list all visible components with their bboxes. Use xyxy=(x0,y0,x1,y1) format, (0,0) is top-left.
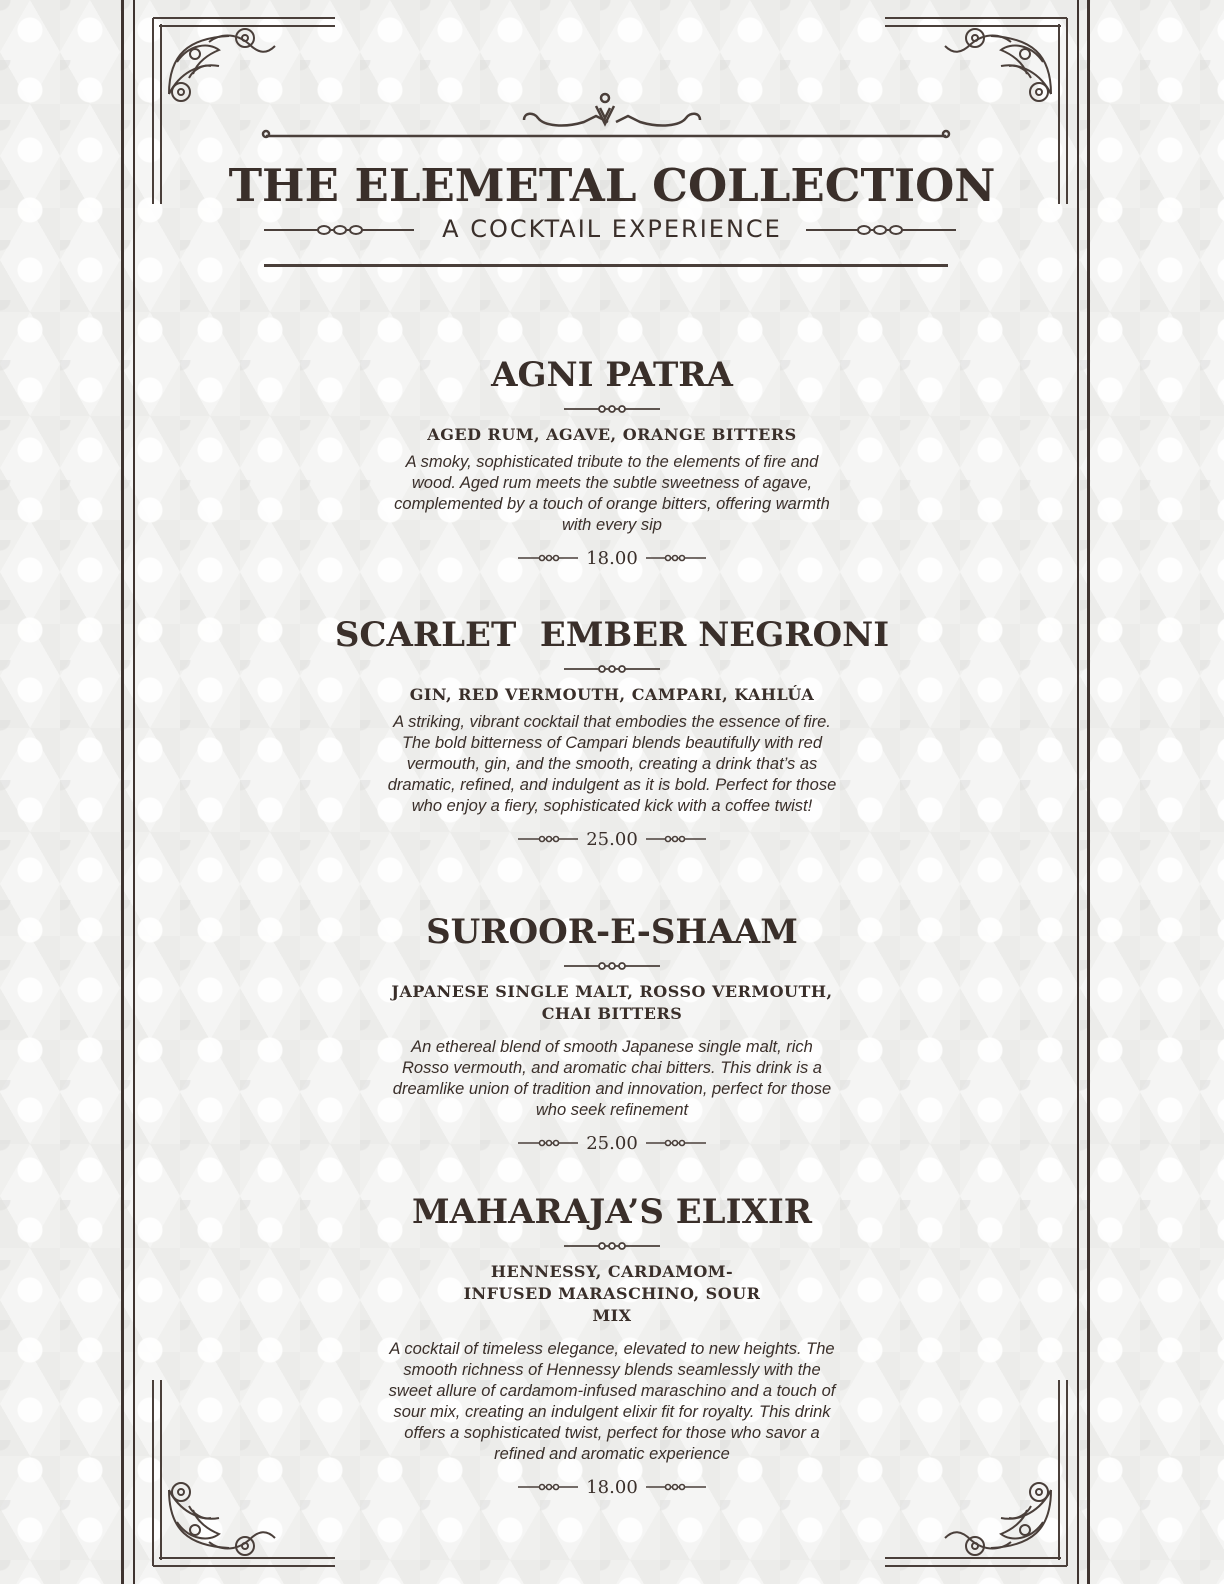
page-title: THE ELEMETAL COLLECTION xyxy=(228,159,996,212)
price-row xyxy=(124,1131,1100,1155)
item-price: 25.00 xyxy=(586,828,638,850)
item-price: 25.00 xyxy=(586,1132,638,1154)
price-left-ornament xyxy=(518,834,578,844)
item-divider-ornament xyxy=(564,664,660,674)
item-price: 18.00 xyxy=(586,1476,638,1498)
subtitle-right-ornament xyxy=(796,220,956,240)
item-description: A cocktail of timeless elegance, elevated to new heights. The smooth richness of Hennessy blends seamlessly with the sweet allure of cardamom-infused maraschino and a touch of sour mix, creating an indulgent elixir fit for royalty. This drink offers a sophisticated twist, perfect for those who savor a refined and aromatic experience xyxy=(388,1340,836,1463)
menu-item xyxy=(124,911,1100,1155)
price-right-ornament xyxy=(646,1138,706,1148)
menu-page xyxy=(124,0,1100,1584)
item-ingredients: AGED RUM, AGAVE, ORANGE BITTERS xyxy=(427,425,797,444)
item-description: A smoky, sophisticated tribute to the elements of fire and wood. Aged rum meets the subtle sweetness of agave, complemented by a touch of orange bitters, offering warmth with every sip xyxy=(394,453,830,534)
item-name: SUROOR-E-SHAAM xyxy=(426,912,798,952)
price-row xyxy=(124,827,1100,851)
item-description: An ethereal blend of smooth Japanese single malt, rich Rosso vermouth, and aromatic chai bitters. This drink is a dreamlike union of tradition and innovation, perfect for those who seek refinement xyxy=(392,1038,832,1119)
item-description: A striking, vibrant cocktail that embodies the essence of fire. The bold bitterness of Campari blends beautifully with red vermouth, gin, and the smooth, creating a drink that’s as dramatic, refined, and indulgent as it is bold. Perfect for those who enjoy a fiery, sophisticated kick with a coffee twist! xyxy=(387,713,837,815)
item-price: 18.00 xyxy=(586,547,638,569)
item-name: SCARLET EMBER NEGRONI xyxy=(334,615,890,655)
item-divider-ornament xyxy=(564,404,660,414)
menu-item xyxy=(124,1191,1100,1499)
item-divider-ornament xyxy=(564,1241,660,1251)
item-ingredients: HENNESSY, CARDAMOM-INFUSED MARASCHINO, SOUR MIX xyxy=(463,1262,761,1325)
item-name: AGNI PATRA xyxy=(491,355,733,395)
price-left-ornament xyxy=(518,1482,578,1492)
header-bottom-rule xyxy=(264,264,948,267)
price-right-ornament xyxy=(646,834,706,844)
item-name: MAHARAJA’S ELIXIR xyxy=(411,1192,813,1232)
header-top-flourish xyxy=(124,90,1100,150)
page-subtitle: A COCKTAIL EXPERIENCE xyxy=(442,215,782,243)
menu-header xyxy=(124,90,1100,280)
item-ingredients: JAPANESE SINGLE MALT, ROSSO VERMOUTH, CHAI BITTERS xyxy=(391,982,833,1023)
item-ingredients: GIN, RED VERMOUTH, CAMPARI, KAHLÚA xyxy=(409,685,815,704)
price-left-ornament xyxy=(518,1138,578,1148)
price-left-ornament xyxy=(518,553,578,563)
price-row xyxy=(124,546,1100,570)
item-divider-ornament xyxy=(564,961,660,971)
price-right-ornament xyxy=(646,553,706,563)
price-right-ornament xyxy=(646,1482,706,1492)
menu-item xyxy=(124,354,1100,570)
menu-item xyxy=(124,614,1100,851)
price-row xyxy=(124,1475,1100,1499)
